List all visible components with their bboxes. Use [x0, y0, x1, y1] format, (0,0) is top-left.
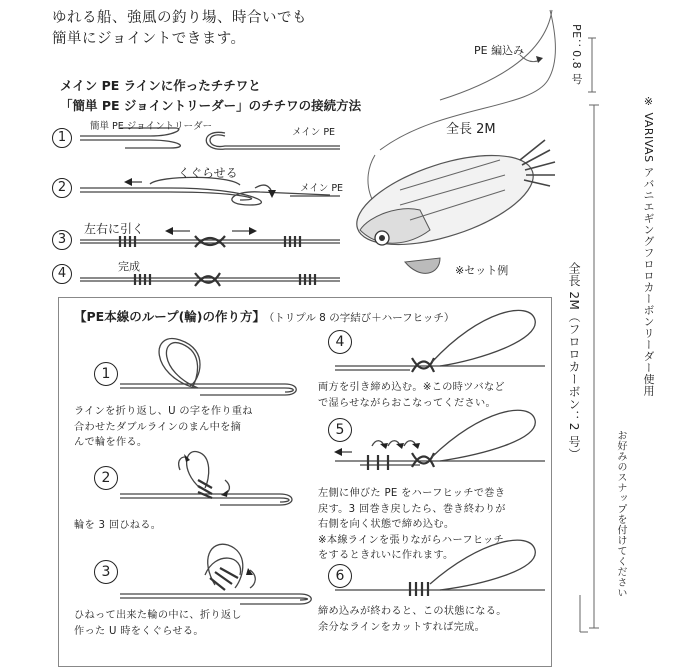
- loop-step-6-line-1: 締め込みが終わると、この状態になる。: [318, 606, 507, 617]
- connect-method-title-line-1: メイン PE ラインに作ったチチワと: [60, 78, 261, 93]
- loop-step-number-2: 2: [94, 466, 118, 490]
- loop-step-number-6: 6: [328, 564, 352, 588]
- loop-step-1-line-2: 合わせたダブルラインのまん中を摘: [74, 421, 242, 433]
- intro-text: [52, 8, 307, 50]
- loop-step-6-text: [318, 604, 507, 635]
- loop-step-1-text: [74, 404, 253, 451]
- loop-step-number-4: 4: [328, 330, 352, 354]
- loop-step-5-line-2: 戻す。3 回巻き戻したら、巻き終わりが: [318, 503, 506, 515]
- connect-step-2-label-main-pe: メイン PE: [300, 183, 344, 194]
- intro-line-1: ゆれる船、強風の釣り場、時合いでも: [52, 10, 307, 26]
- loop-step-number-3: 3: [94, 560, 118, 584]
- connect-step-2-label-pass-through: くぐらせる: [178, 166, 238, 180]
- loop-step-2-line-1: 輪を 3 回ひねる。: [74, 520, 162, 531]
- connect-method-title-line-2: 「簡単 PE ジョイントリーダー」のチチワの接続方法: [60, 98, 362, 113]
- connect-step-number-3: 3: [52, 230, 72, 250]
- loop-step-4-line-2: で湿らせながらおこなってください。: [318, 397, 496, 409]
- total-length-pe-label: 全長 2M: [446, 122, 496, 137]
- loop-step-1-line-3: んで輪を作る。: [74, 437, 148, 448]
- connect-step-number-4: 4: [52, 264, 72, 284]
- loop-step-3-line-2: 作った U 時をくぐらせる。: [74, 625, 204, 637]
- loop-step-4-line-1: 両方を引き締め込む。※この時ツバなど: [318, 382, 505, 393]
- loop-making-title-note: （トリプル 8 の字結び＋ハーフヒッチ）: [269, 312, 455, 324]
- loop-step-5-text: [318, 486, 506, 564]
- connect-step-1-label-leader: 簡単 PE ジョイントリーダー: [90, 121, 213, 132]
- loop-step-4-text: [318, 380, 505, 411]
- pe-size-label: PE：0.8 号: [570, 24, 583, 85]
- loop-step-6-line-2: 余分なラインをカットすれば完成。: [318, 621, 486, 633]
- connect-step-1-label-main-pe: メイン PE: [292, 127, 336, 138]
- varivas-note-label: ※ VARIVAS アバニエギングフロロカーボンリーダー使用: [642, 95, 655, 397]
- loop-step-5-line-4: ※本線ラインを張りながらハーフヒッチ: [318, 534, 504, 546]
- fluorocarbon-length-label: 全長 2M（フロロカーボン：2 号）: [567, 262, 581, 461]
- set-example-label: ※セット例: [455, 264, 509, 277]
- snap-note-label: お好みのスナップを付けてください: [615, 430, 626, 598]
- connect-step-3-label-pull: 左右に引く: [84, 222, 145, 236]
- connect-step-number-1: 1: [52, 128, 72, 148]
- loop-step-1-line-1: ラインを折り返し、U の字を作り重ね: [74, 406, 253, 417]
- loop-making-title-text: 【PE本線のループ(輪)の作り方】: [74, 309, 266, 324]
- loop-step-5-line-1: 左側に伸びた PE をハーフヒッチで巻き: [318, 488, 506, 499]
- pe-braid-label: PE 編込み: [474, 44, 525, 57]
- intro-line-2: 簡単にジョイントできます。: [52, 31, 246, 47]
- connect-step-number-2: 2: [52, 178, 72, 198]
- loop-step-5-line-3: 右側を向く状態で締め込む。: [318, 519, 455, 530]
- connect-method-title: [60, 76, 361, 116]
- loop-step-number-1: 1: [94, 362, 118, 386]
- loop-step-3-text: [74, 608, 242, 639]
- connect-step-4-illustration: [80, 273, 340, 286]
- loop-step-5-line-5: をするときれいに作れます。: [318, 550, 454, 561]
- loop-making-title: [74, 307, 454, 325]
- loop-step-3-line-1: ひねって出来た輪の中に、折り返し: [74, 610, 242, 621]
- loop-step-2-text: [74, 518, 161, 534]
- connect-step-4-label-done: 完成: [118, 260, 140, 273]
- loop-step-number-5: 5: [328, 418, 352, 442]
